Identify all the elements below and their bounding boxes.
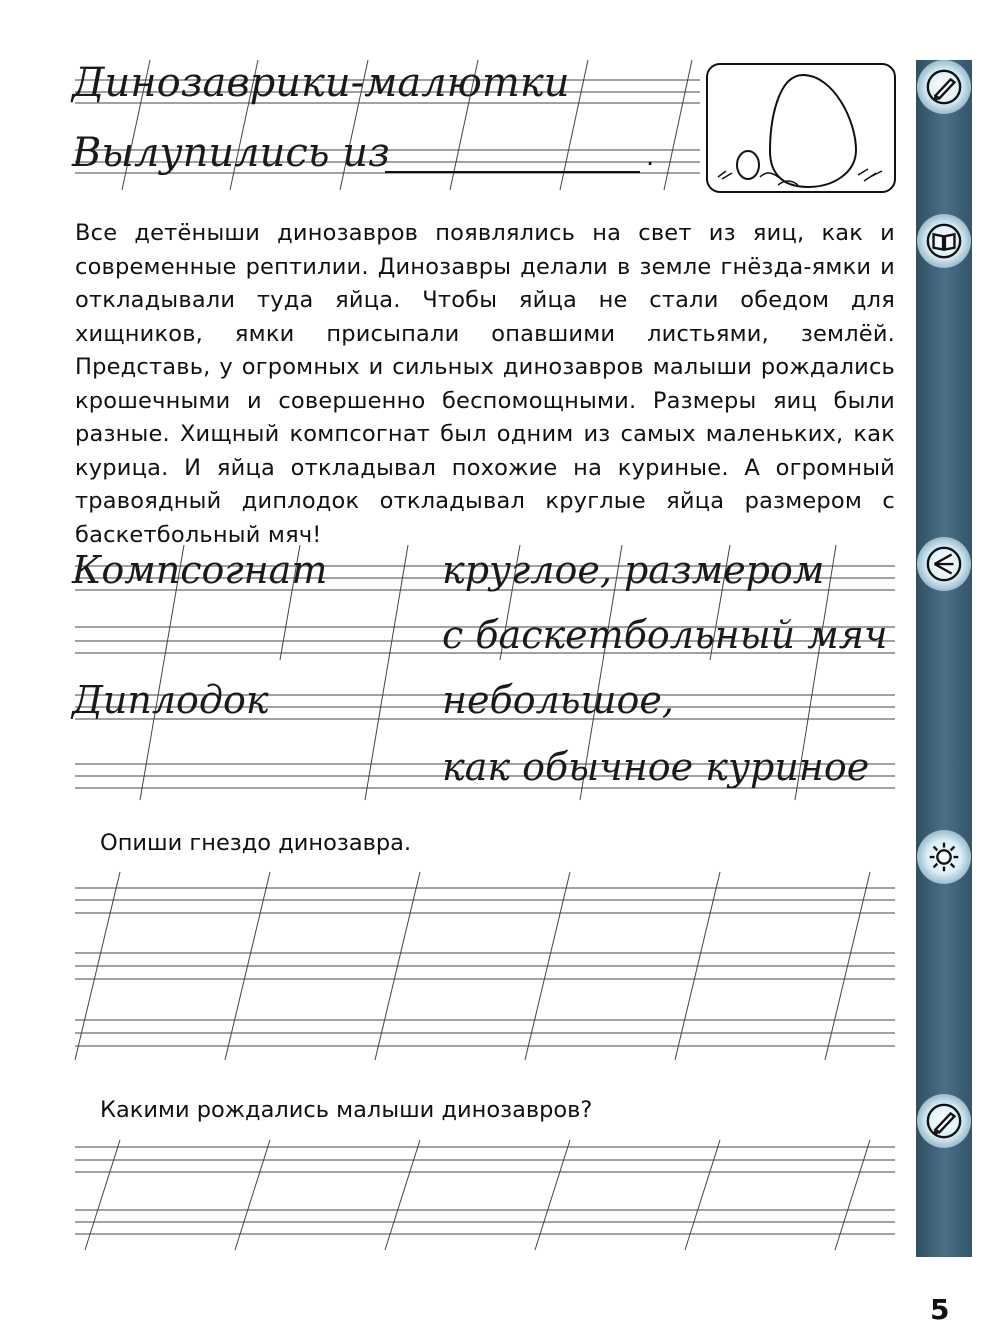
script-prompt-line: Вылупились из bbox=[72, 130, 390, 176]
match-right-small: небольшое, bbox=[442, 678, 674, 722]
book-icon bbox=[917, 214, 971, 268]
match-right-chicken: как обычное куриное bbox=[442, 745, 870, 789]
answer-period: . bbox=[646, 142, 655, 172]
answer-area-babies[interactable] bbox=[75, 1140, 895, 1250]
answer-blank[interactable] bbox=[385, 150, 640, 174]
question-babies: Какими рождались малыши динозавров? bbox=[100, 1097, 593, 1123]
match-right-basketball: с баскетбольный мяч bbox=[442, 613, 888, 657]
pencil-icon bbox=[917, 60, 971, 114]
egg-picture bbox=[706, 63, 896, 193]
script-title-line: Динозаврики-малютки bbox=[72, 60, 570, 106]
question-nest: Опиши гнездо динозавра. bbox=[100, 830, 412, 856]
answer-area-nest[interactable] bbox=[75, 872, 895, 1062]
match-left-diplodocus: Диплодок bbox=[72, 678, 269, 722]
pencil-icon bbox=[917, 1094, 971, 1148]
egg-icon bbox=[708, 65, 894, 191]
story-paragraph: Все детёныши динозавров появлялись на свет из яиц, как и современные рептилии. Динозавры делали в земле гнёзда-ямки и откладывали туда яйца. Чтобы яйца не стали обедом для хищников, ямки присыпали опавшими листьями, землёй. Представь, у огромных и сильных динозавров малыши рождались крошечными и совершенно беспомощными. Размеры яиц были разные. Хищный компсогнат был одним из самых маленьких, как курица. И яйца откладывал похожие на куриные. А огромный травоядный диплодок откладывал круглые яйца размером с баскетбольный мяч! bbox=[75, 220, 895, 548]
page-number: 5 bbox=[930, 1293, 950, 1326]
arrows-icon bbox=[917, 537, 971, 591]
match-right-round: круглое, размером bbox=[442, 548, 825, 592]
match-left-compsognathus: Компсогнат bbox=[72, 548, 328, 592]
sun-icon bbox=[917, 830, 971, 884]
